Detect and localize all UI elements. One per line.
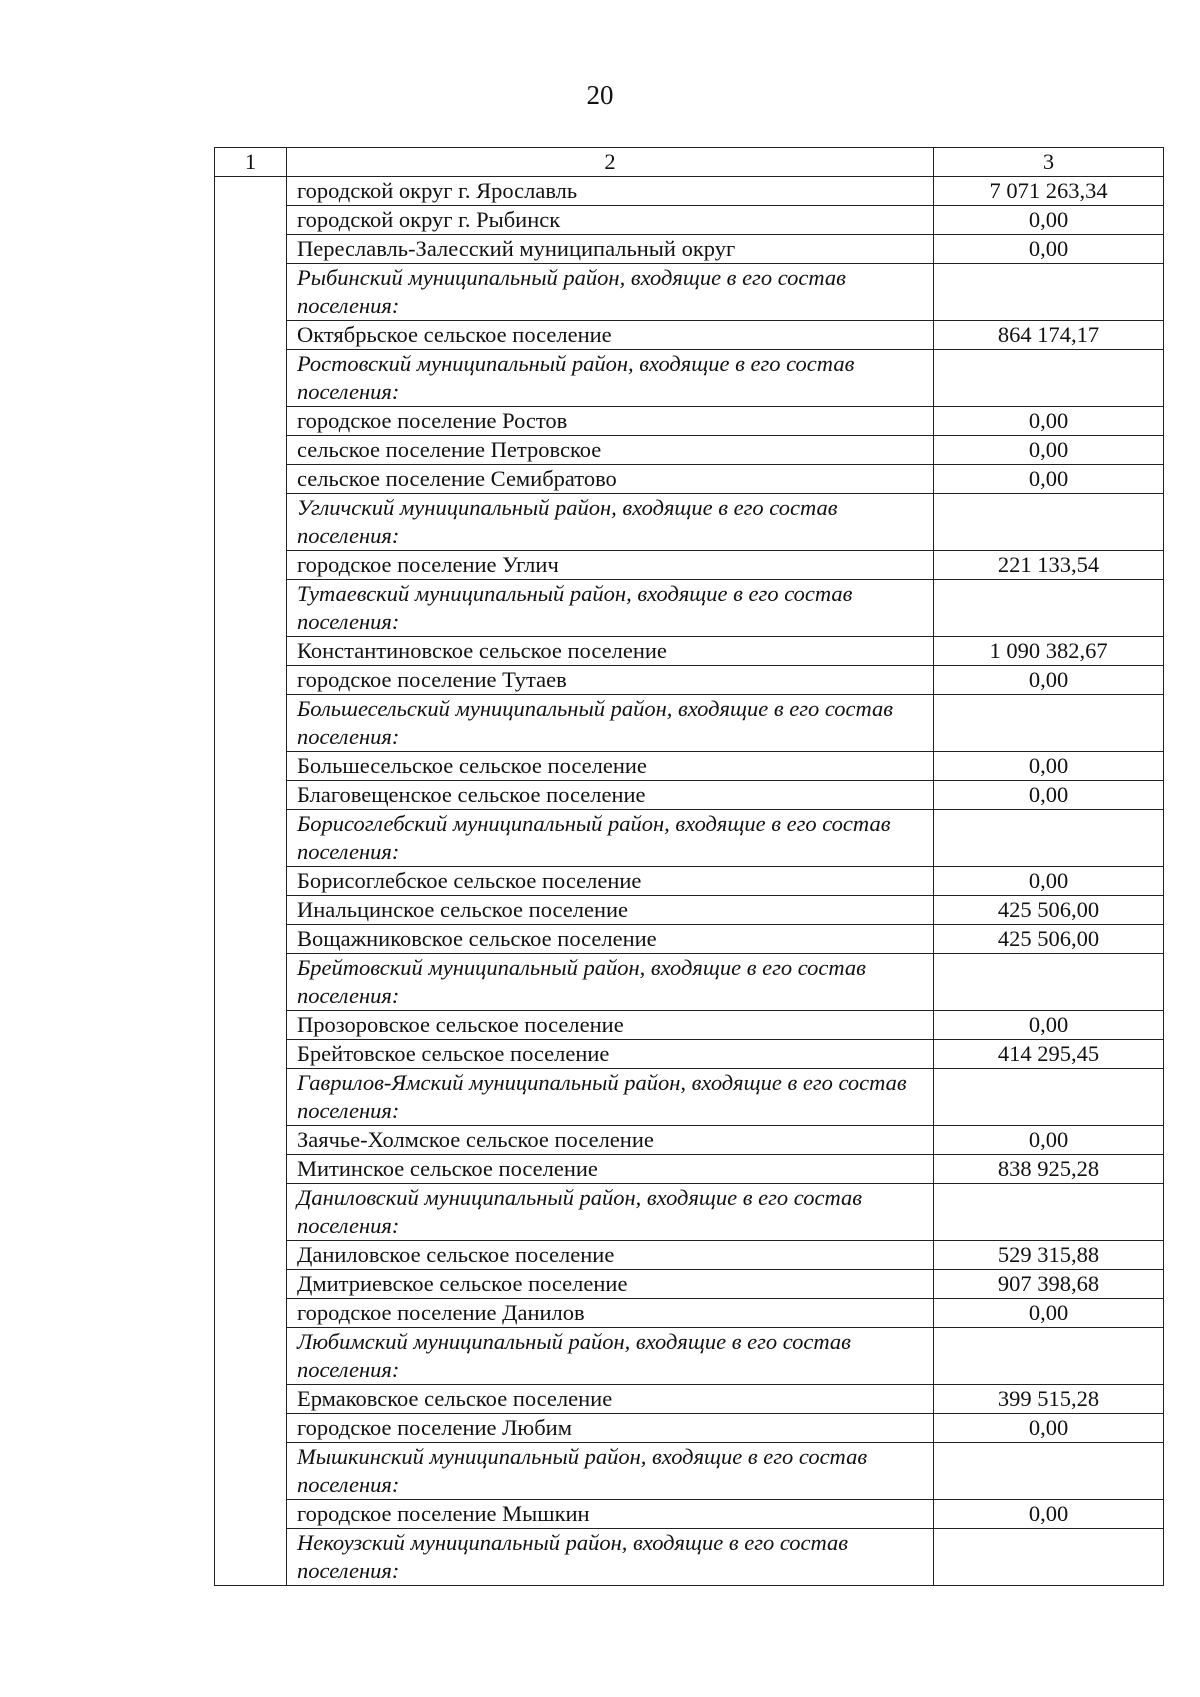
amount-value xyxy=(934,1184,1164,1241)
amount-value xyxy=(934,1443,1164,1500)
table-group-row xyxy=(215,350,1164,407)
table-group-row xyxy=(215,1184,1164,1241)
amount-value xyxy=(934,695,1164,752)
amount-value: 0,00 xyxy=(934,1011,1164,1040)
table-row xyxy=(215,752,1164,781)
table-row xyxy=(215,1500,1164,1529)
district-group-name: Ростовский муниципальный район, входящие в его состав поселения: xyxy=(287,350,934,407)
header-col-3: 3 xyxy=(934,148,1164,177)
amount-value: 425 506,00 xyxy=(934,896,1164,925)
settlement-name: Даниловское сельское поселение xyxy=(287,1241,934,1270)
amount-value: 0,00 xyxy=(934,1299,1164,1328)
amount-value xyxy=(934,264,1164,321)
table-row xyxy=(215,1414,1164,1443)
settlement-name: Брейтовское сельское поселение xyxy=(287,1040,934,1069)
amount-value xyxy=(934,1069,1164,1126)
table-group-row xyxy=(215,1069,1164,1126)
table-body xyxy=(215,148,1164,1586)
settlement-name: городской округ г. Ярославль xyxy=(287,177,934,206)
table-row xyxy=(215,206,1164,235)
table-group-row xyxy=(215,695,1164,752)
settlement-name: городской округ г. Рыбинск xyxy=(287,206,934,235)
amount-value: 0,00 xyxy=(934,465,1164,494)
amount-value: 0,00 xyxy=(934,1126,1164,1155)
table-row xyxy=(215,1299,1164,1328)
settlement-name: Борисоглебское сельское поселение xyxy=(287,867,934,896)
settlement-name: городское поселение Тутаев xyxy=(287,666,934,695)
table-row xyxy=(215,1241,1164,1270)
table-row xyxy=(215,925,1164,954)
amount-value: 425 506,00 xyxy=(934,925,1164,954)
settlement-name: Вощажниковское сельское поселение xyxy=(287,925,934,954)
header-col-1: 1 xyxy=(215,148,287,177)
district-group-name: Даниловский муниципальный район, входящие в его состав поселения: xyxy=(287,1184,934,1241)
amount-value: 0,00 xyxy=(934,436,1164,465)
district-group-name: Тутаевский муниципальный район, входящие в его состав поселения: xyxy=(287,580,934,637)
settlement-name: Дмитриевское сельское поселение xyxy=(287,1270,934,1299)
amount-value: 0,00 xyxy=(934,1414,1164,1443)
settlement-name: городское поселение Данилов xyxy=(287,1299,934,1328)
table-group-row xyxy=(215,1443,1164,1500)
table-group-row xyxy=(215,954,1164,1011)
settlement-name: Переславль-Залесский муниципальный округ xyxy=(287,235,934,264)
district-group-name: Гаврилов-Ямский муниципальный район, входящие в его состав поселения: xyxy=(287,1069,934,1126)
amount-value xyxy=(934,580,1164,637)
table-row xyxy=(215,177,1164,206)
amount-value: 1 090 382,67 xyxy=(934,637,1164,666)
settlement-name: Заячье-Холмское сельское поселение xyxy=(287,1126,934,1155)
table-group-row xyxy=(215,1529,1164,1586)
amount-value: 0,00 xyxy=(934,666,1164,695)
amount-value: 0,00 xyxy=(934,781,1164,810)
settlement-name: Ермаковское сельское поселение xyxy=(287,1385,934,1414)
table-group-row xyxy=(215,1328,1164,1385)
amount-value: 399 515,28 xyxy=(934,1385,1164,1414)
district-group-name: Угличский муниципальный район, входящие в его состав поселения: xyxy=(287,494,934,551)
district-group-name: Мышкинский муниципальный район, входящие в его состав поселения: xyxy=(287,1443,934,1500)
amount-value: 0,00 xyxy=(934,752,1164,781)
table-row xyxy=(215,781,1164,810)
settlement-name: сельское поселение Петровское xyxy=(287,436,934,465)
amount-value: 414 295,45 xyxy=(934,1040,1164,1069)
amount-value: 864 174,17 xyxy=(934,321,1164,350)
table-row xyxy=(215,1126,1164,1155)
settlement-name: Константиновское сельское поселение xyxy=(287,637,934,666)
table-group-row xyxy=(215,810,1164,867)
settlement-name: Митинское сельское поселение xyxy=(287,1155,934,1184)
table-row xyxy=(215,436,1164,465)
table-group-row xyxy=(215,264,1164,321)
table-row xyxy=(215,1155,1164,1184)
amount-value: 221 133,54 xyxy=(934,551,1164,580)
settlement-name: городское поселение Углич xyxy=(287,551,934,580)
settlement-name: сельское поселение Семибратово xyxy=(287,465,934,494)
district-group-name: Любимский муниципальный район, входящие в его состав поселения: xyxy=(287,1328,934,1385)
settlement-name: Прозоровское сельское поселение xyxy=(287,1011,934,1040)
table-row xyxy=(215,1270,1164,1299)
amount-value xyxy=(934,494,1164,551)
amount-value: 0,00 xyxy=(934,1500,1164,1529)
amount-value xyxy=(934,350,1164,407)
amount-value: 838 925,28 xyxy=(934,1155,1164,1184)
table-group-row xyxy=(215,580,1164,637)
district-group-name: Брейтовский муниципальный район, входящие в его состав поселения: xyxy=(287,954,934,1011)
table-row xyxy=(215,407,1164,436)
amount-value: 0,00 xyxy=(934,206,1164,235)
amount-value: 7 071 263,34 xyxy=(934,177,1164,206)
amount-value xyxy=(934,1328,1164,1385)
table-row xyxy=(215,867,1164,896)
table-row xyxy=(215,551,1164,580)
district-group-name: Некоузский муниципальный район, входящие в его состав поселения: xyxy=(287,1529,934,1586)
amount-value: 0,00 xyxy=(934,235,1164,264)
table-row xyxy=(215,1385,1164,1414)
settlement-name: Большесельское сельское поселение xyxy=(287,752,934,781)
row-number-cell xyxy=(215,177,287,1586)
allocation-table xyxy=(214,147,1164,1586)
header-col-2: 2 xyxy=(287,148,934,177)
settlement-name: городское поселение Любим xyxy=(287,1414,934,1443)
table-header-row xyxy=(215,148,1164,177)
table-row xyxy=(215,1040,1164,1069)
table-row xyxy=(215,321,1164,350)
amount-value xyxy=(934,954,1164,1011)
settlement-name: Октябрьское сельское поселение xyxy=(287,321,934,350)
district-group-name: Большесельский муниципальный район, входящие в его состав поселения: xyxy=(287,695,934,752)
page-number: 20 xyxy=(586,80,614,110)
settlement-name: городское поселение Мышкин xyxy=(287,1500,934,1529)
table-row xyxy=(215,637,1164,666)
table-group-row xyxy=(215,494,1164,551)
district-group-name: Рыбинский муниципальный район, входящие в его состав поселения: xyxy=(287,264,934,321)
table-row xyxy=(215,1011,1164,1040)
table-row xyxy=(215,666,1164,695)
amount-value: 0,00 xyxy=(934,867,1164,896)
amount-value: 907 398,68 xyxy=(934,1270,1164,1299)
amount-value xyxy=(934,1529,1164,1586)
settlement-name: Благовещенское сельское поселение xyxy=(287,781,934,810)
table-row xyxy=(215,465,1164,494)
amount-value: 0,00 xyxy=(934,407,1164,436)
settlement-name: Инальцинское сельское поселение xyxy=(287,896,934,925)
amount-value xyxy=(934,810,1164,867)
amount-value: 529 315,88 xyxy=(934,1241,1164,1270)
table-row xyxy=(215,896,1164,925)
district-group-name: Борисоглебский муниципальный район, входящие в его состав поселения: xyxy=(287,810,934,867)
settlement-name: городское поселение Ростов xyxy=(287,407,934,436)
table-row xyxy=(215,235,1164,264)
